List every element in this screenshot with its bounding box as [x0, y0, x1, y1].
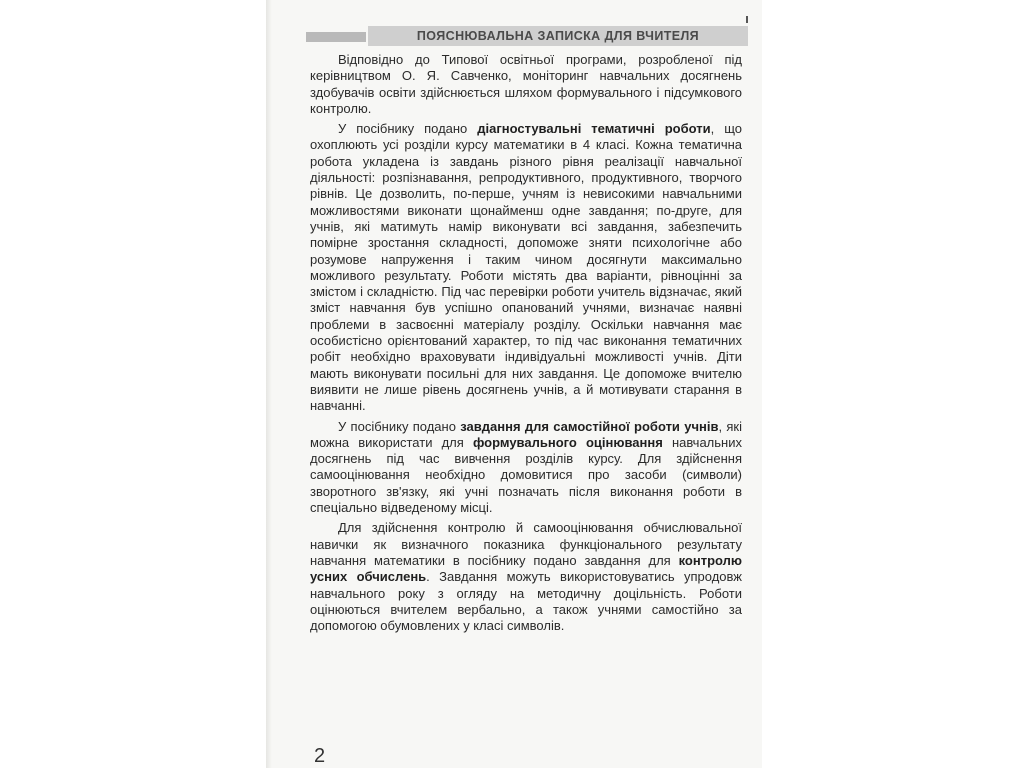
- page-number: 2: [314, 745, 326, 767]
- paragraph-3: [310, 419, 742, 517]
- paragraph-2-pre: У посібнику подано: [338, 121, 478, 137]
- paragraph-3-post: навчальних досягнень під час вивчення розділів курсу. Для здійснення самооцінювання необхідно домовитися про засоби (символи) зворотного зв'язку, які учні позначать після виконання роботи в спеціально відведеному місці.: [310, 434, 742, 516]
- document-page: [266, 0, 762, 768]
- paragraph-1: [310, 52, 742, 117]
- header-accent-bar: [306, 32, 366, 42]
- paragraph-2-bold: діагностувальні тематичні роботи: [477, 121, 711, 137]
- body-text: [310, 52, 742, 638]
- paragraph-2-post: , що охоплюють усі розділи курсу математики в 4 класі. Кожна тематична робота укладена із завдань різного рівня реалізації навчальної діяльності: розпізнавання, репродуктивного, продуктивного, творчого рівнів. Це дозволить, по-перше, учням із невисокими навчальними можливостями виконати щонайменш одне завдання; по-друге, для учнів, які матимуть намір виконувати всі завдання, забезпечить помірне зростання складності, допоможе зняти психологічне або розумове напруження і таким чином досягнути максимально можливого результату. Роботи містять два варіанти, рівноцінні за змістом і складністю. Під час перевірки роботи учитель відзначає, який зміст навчання був успішно опанований учнями, визначає наявні проблеми в засвоєнні матеріалу розділу. Оскільки навчання має особистісно орієнтований характер, то під час виконання тематичних робіт необхідно враховувати індивідуальні можливості учнів. Діти мають виконувати посильні для них завдання. Це допоможе вчителю виявити не лише рівень досягнень учнів, а й мотивувати старання в навчанні.: [310, 121, 742, 414]
- paragraph-3-pre: У посібнику подано: [338, 418, 461, 434]
- paragraph-1-text: Відповідно до Типової освітньої програми, розробленої під керівництвом О. Я. Савченко, моніторинг навчальних досягнень здобувачів освіти здійснюється шляхом формувального і підсумкового контролю.: [310, 52, 742, 116]
- paragraph-2: [310, 121, 742, 414]
- paragraph-3-mid: , які можна використати для: [310, 418, 742, 450]
- paragraph-4-bold: контролю усних обчислень: [310, 552, 742, 585]
- paragraph-4-post: . Завдання можуть використовуватись упродовж навчального року з огляду на методичну доцільність. Роботи оцінюються вчителем вербально, а також учнями самостійно за допомогою обумовлених у класі символів.: [310, 569, 742, 634]
- margin-mark: [746, 16, 748, 23]
- paragraph-3-bold-1: завдання для самостійної роботи учнів: [460, 418, 719, 434]
- paragraph-4: [310, 520, 742, 634]
- page-edge-shadow: [266, 0, 272, 768]
- section-title: ПОЯСНЮВАЛЬНА ЗАПИСКА ДЛЯ ВЧИТЕЛЯ: [368, 26, 748, 46]
- paragraph-4-pre: Для здійснення контролю й самооцінювання обчислювальної навички як визначного показника функціонального результату навчання математики в посібнику подано завдання для: [310, 520, 742, 568]
- section-header: [306, 26, 748, 46]
- paragraph-3-bold-2: формувального оцінювання: [472, 434, 663, 450]
